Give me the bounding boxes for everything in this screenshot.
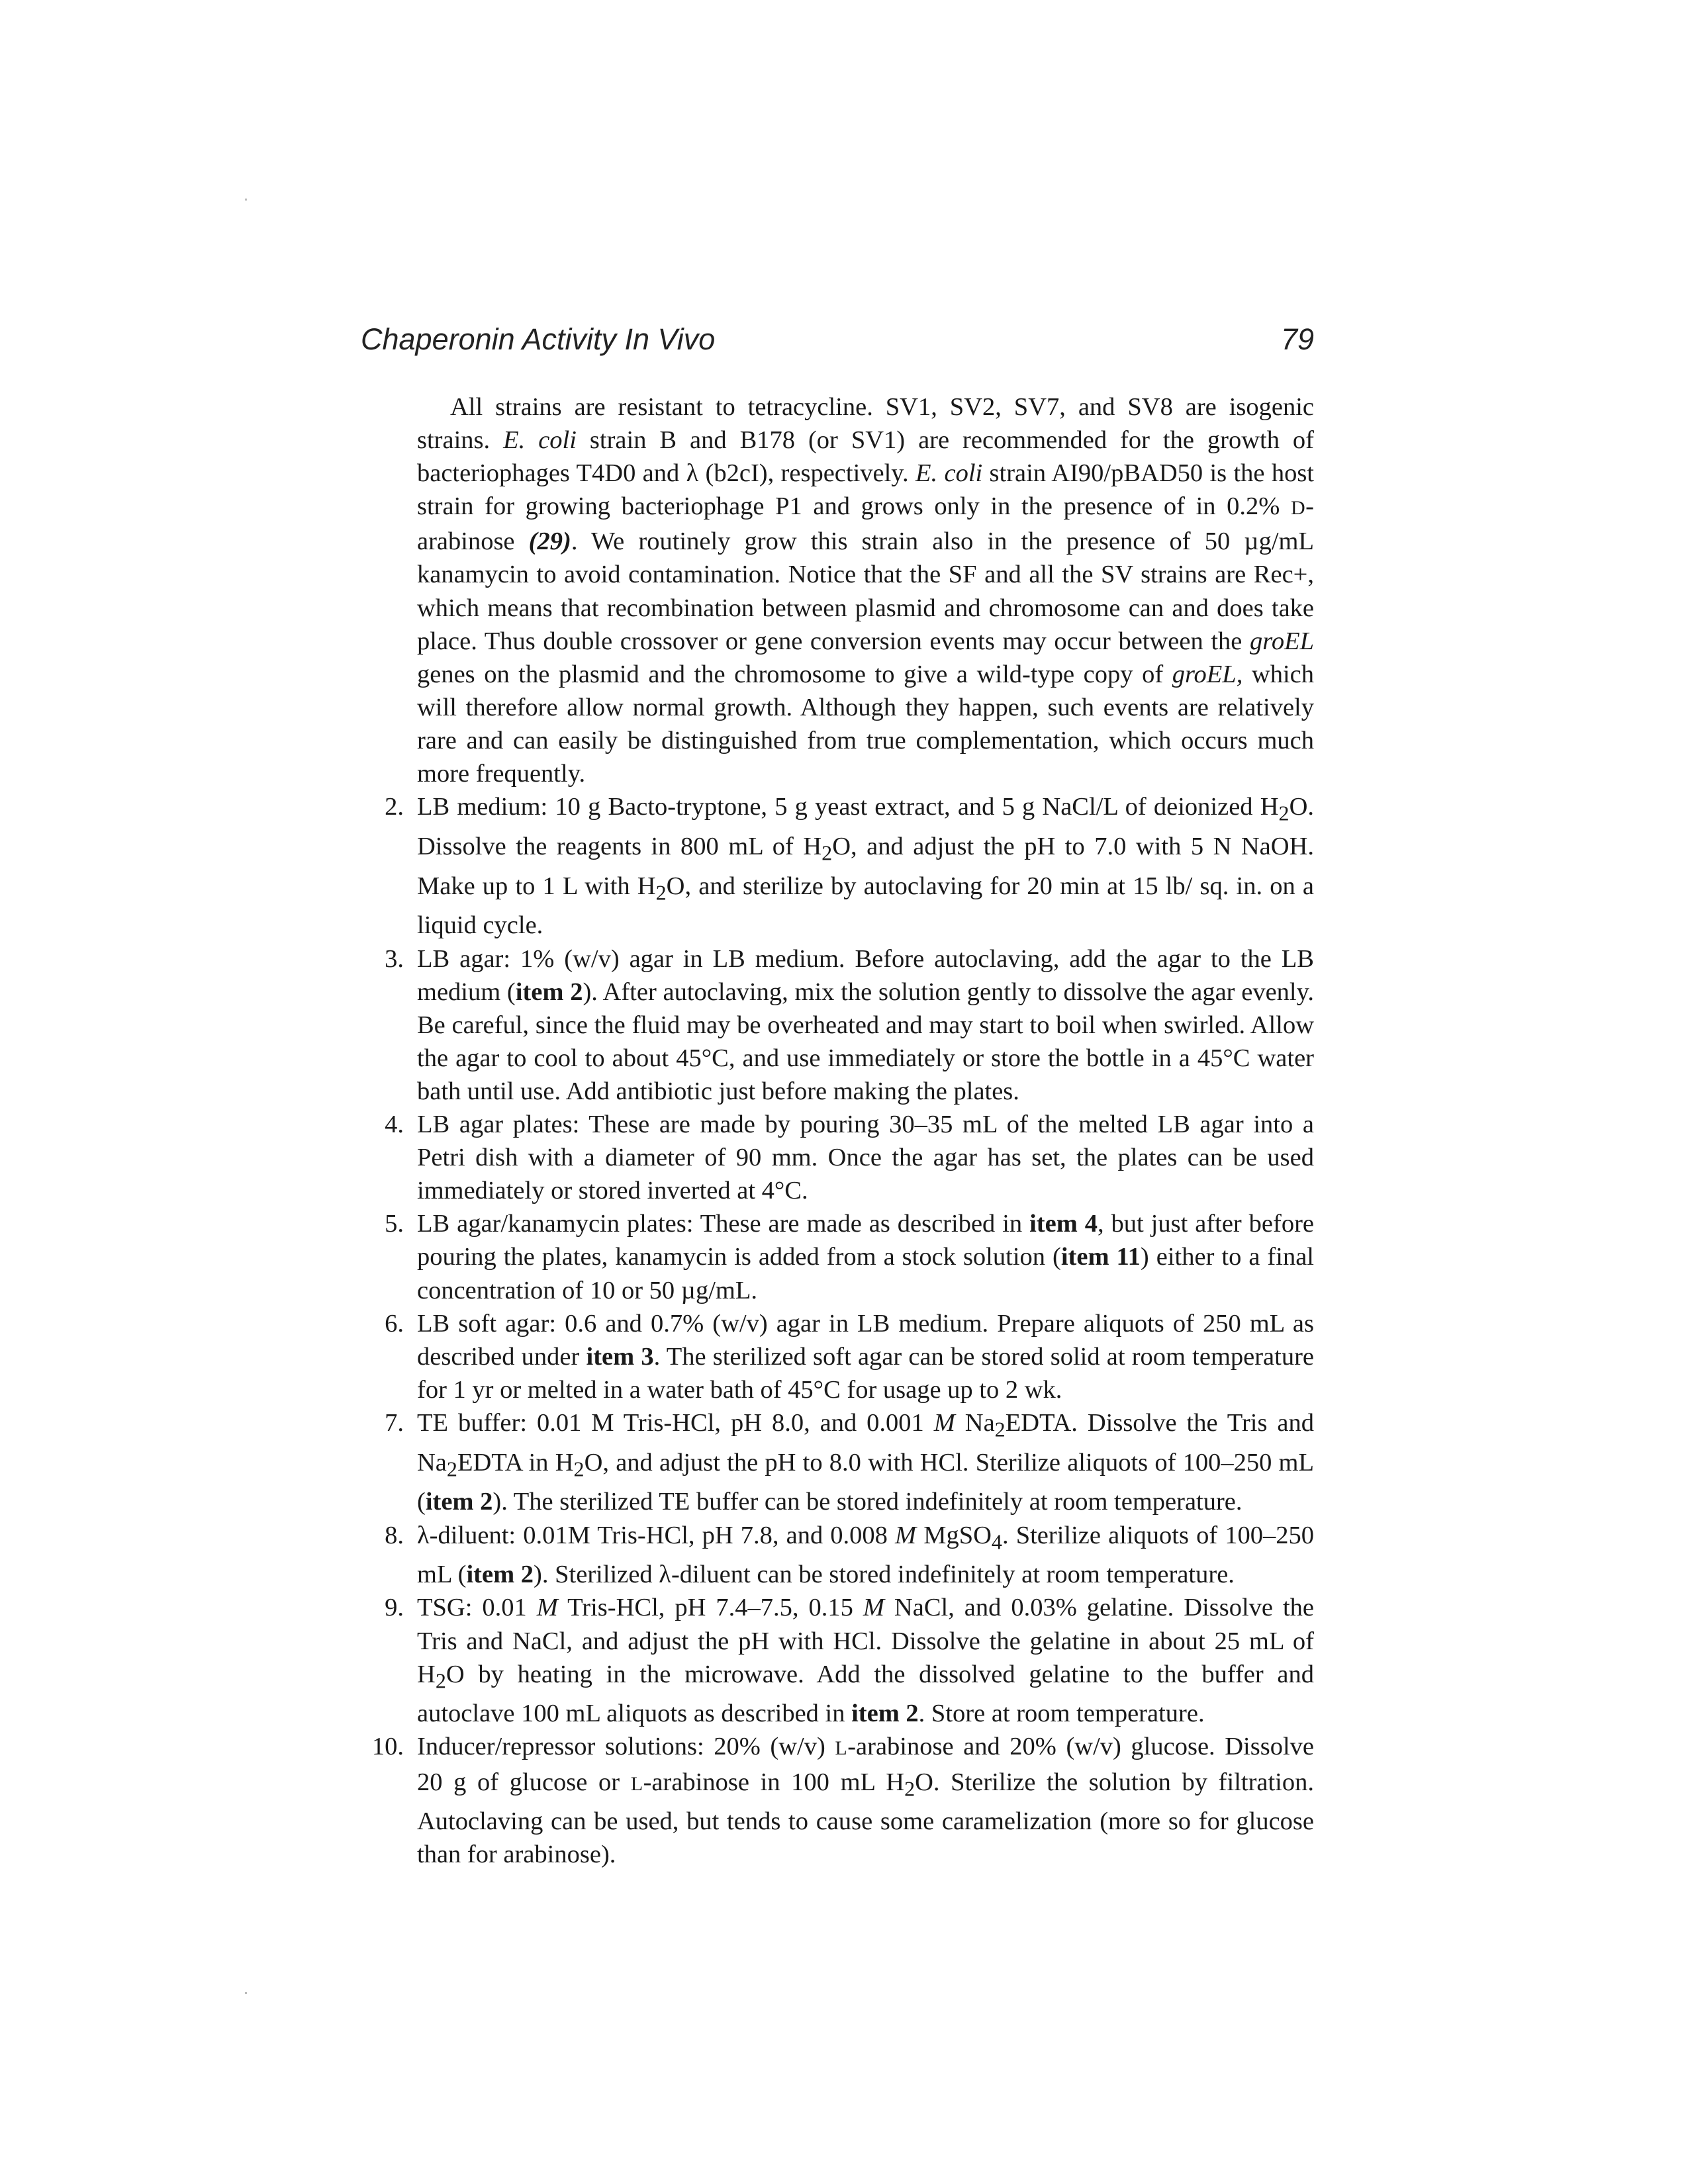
item-text: O by heating in the microwave. Add the dissolved gelatine to the buffer and autoclave 100 mL aliquots as described in — [417, 1660, 1314, 1728]
molar-unit: M — [933, 1408, 955, 1437]
item-number: 8. — [385, 1521, 404, 1549]
item-cross-reference: item 2 — [851, 1700, 919, 1728]
subscript: 2 — [821, 841, 833, 865]
lead-paragraph — [417, 390, 1314, 790]
item-cross-reference: item 3 — [586, 1342, 654, 1371]
item-text: Tris-HCl, pH 7.4–7.5, 0.15 — [557, 1594, 863, 1622]
item-text: . The sterilized soft agar can be stored solid at room temperature for 1 yr or melted in a water bath of 45°C for usage up to 2 wk. — [417, 1342, 1314, 1404]
item-text: . Store at room temperature. — [918, 1700, 1205, 1728]
item-text: LB medium: 10 g Bacto-tryptone, 5 g yeast extract, and 5 g NaCl/L of deionized H — [417, 793, 1279, 821]
page-number: 79 — [1280, 322, 1314, 356]
small-caps-l: L — [835, 1737, 848, 1760]
item-number: 3. — [385, 944, 404, 973]
item-text: . Sterilize aliquots of 100–250 mL ( — [417, 1521, 1315, 1589]
item-cross-reference: item 2 — [425, 1488, 493, 1516]
gene-name: groEL, — [1172, 660, 1243, 688]
margin-mark-top — [245, 199, 247, 201]
page-header — [361, 316, 1314, 363]
body-text — [361, 390, 1314, 1872]
lead-text: strain AI90/pBAD50 is the host strain for growing bacteriophage P1 and grows only in the presence of in 0.2% — [417, 459, 1314, 521]
lead-text: . We routinely grow this strain also in the presence of 50 µg/mL kanamycin to avoid contamination. Notice that the SF and all the SV strains are Rec+, which means that recombination between plasmid and chromosome can and does take place. Thus double crossover or gene conversion events may occur between the — [417, 527, 1315, 655]
small-caps-l: L — [630, 1772, 643, 1795]
subscript: 2 — [1278, 801, 1289, 825]
lead-text: which will therefore allow normal growth. Although they happen, such events are relatively rare and can easily be distinguished from true complementation, which occurs much more frequently. — [417, 660, 1314, 788]
item-text: TSG: 0.01 — [417, 1594, 537, 1622]
subscript: 2 — [655, 880, 667, 905]
lead-text: genes on the plasmid and the chromosome to give a wild-type copy of — [417, 660, 1172, 688]
item-text: ). The sterilized TE buffer can be stored indefinitely at room temperature. — [492, 1488, 1243, 1516]
item-number: 10. — [371, 1733, 404, 1761]
item-text: ). Sterilized λ-diluent can be stored indefinitely at room temperature. — [534, 1561, 1235, 1589]
lead-text: -arabinose — [417, 492, 1314, 556]
species-name: E. coli — [915, 459, 983, 488]
subscript: 2 — [435, 1668, 446, 1693]
molar-unit: M — [863, 1594, 884, 1622]
item-cross-reference: item 2 — [466, 1561, 534, 1589]
item-number: 2. — [385, 793, 404, 821]
item-text: EDTA in H — [457, 1448, 574, 1477]
item-number: 6. — [385, 1309, 404, 1338]
subscript: 2 — [904, 1776, 915, 1801]
subscript: 2 — [994, 1417, 1006, 1441]
small-caps-d: D — [1290, 497, 1306, 520]
list-item-9 — [361, 1591, 1314, 1730]
item-text: O, and adjust the pH to 8.0 with HCl. Sterilize aliquots of 100–250 mL ( — [417, 1448, 1314, 1516]
item-text: O. Sterilize the solution by filtration. Autoclaving can be used, but tends to cause some caramelization (more so for glucose than for arabinose). — [417, 1768, 1315, 1869]
subscript: 2 — [573, 1457, 585, 1481]
item-text: LB agar: 1% (w/v) agar in LB medium. Before autoclaving, add the agar to the LB medium ( — [417, 944, 1314, 1006]
item-text: NaCl, and 0.03% gelatine. Dissolve the Tris and NaCl, and adjust the pH with HCl. Dissolve the gelatine in about 25 mL of H — [417, 1594, 1314, 1688]
item-text: ) either to a final concentration of 10 or 50 µg/mL. — [417, 1243, 1314, 1304]
subscript: 4 — [991, 1529, 1002, 1554]
list-item-4 — [361, 1108, 1314, 1207]
running-head: Chaperonin Activity In Vivo — [361, 322, 716, 356]
molar-unit: M — [895, 1521, 917, 1549]
item-number: 5. — [385, 1210, 404, 1238]
item-text: EDTA. Dissolve the Tris and Na — [417, 1408, 1314, 1477]
list-item-2 — [361, 790, 1314, 942]
list-item-6 — [361, 1307, 1314, 1406]
item-text: LB agar/kanamycin plates: These are made as described in — [417, 1210, 1030, 1238]
list-item-5 — [361, 1207, 1314, 1306]
item-number: 7. — [385, 1408, 404, 1437]
reference-citation: (29) — [528, 527, 571, 556]
molar-unit: M — [536, 1594, 558, 1622]
item-cross-reference: item 4 — [1029, 1210, 1098, 1238]
item-cross-reference: item 2 — [515, 978, 583, 1006]
item-text: TE buffer: 0.01 M Tris-HCl, pH 8.0, and 0.001 — [417, 1408, 934, 1437]
lead-text: strain B and B178 (or SV1) are recommended for the growth of bacteriophages T4D0 and λ (b2cI), respectively. — [417, 426, 1314, 488]
item-text: -arabinose in 100 mL H — [643, 1768, 905, 1796]
item-text: LB agar plates: These are made by pouring 30–35 mL of the melted LB agar into a Petri dish with a diameter of 90 mm. Once the agar has set, the plates can be used immediately or stored inverted at 4°C. — [417, 1111, 1314, 1205]
gene-name: groEL — [1250, 627, 1314, 655]
item-number: 4. — [385, 1111, 404, 1139]
item-number: 9. — [385, 1594, 404, 1622]
lead-text: All strains are resistant to tetracycline. SV1, SV2, SV7, and SV8 are isogenic strains. — [417, 393, 1314, 455]
list-item-8 — [361, 1519, 1314, 1592]
item-text: MgSO — [916, 1521, 992, 1549]
species-name: E. coli — [503, 426, 577, 455]
item-text: O, and adjust the pH to 7.0 with 5 N NaOH. Make up to 1 L with H — [417, 832, 1315, 900]
item-text: Na — [955, 1408, 995, 1437]
item-text: ). After autoclaving, mix the solution gently to dissolve the agar evenly. Be careful, since the fluid may be overheated and may start to boil when swirled. Allow the agar to cool to about 45°C, and use immediately or store the bottle in a 45°C water bath until use. Add antibiotic just before making the plates. — [417, 978, 1314, 1105]
subscript: 2 — [446, 1457, 457, 1481]
item-cross-reference: item 11 — [1060, 1243, 1141, 1271]
item-text: λ-diluent: 0.01M Tris-HCl, pH 7.8, and 0.008 — [417, 1521, 896, 1549]
item-text: -arabinose and 20% (w/v) glucose. Dissolve 20 g of glucose or — [417, 1733, 1314, 1796]
list-item-3 — [361, 942, 1314, 1108]
list-item-7 — [361, 1406, 1314, 1519]
item-text: Inducer/repressor solutions: 20% (w/v) — [417, 1733, 835, 1761]
item-text: , but just after before pouring the plates, kanamycin is added from a stock solution ( — [417, 1210, 1315, 1271]
item-text: O. Dissolve the reagents in 800 mL of H — [417, 793, 1314, 860]
item-text: LB soft agar: 0.6 and 0.7% (w/v) agar in LB medium. Prepare aliquots of 250 mL as described under — [417, 1309, 1314, 1371]
margin-mark-bottom — [245, 1992, 247, 1994]
list-item-10 — [361, 1730, 1314, 1871]
item-text: O, and sterilize by autoclaving for 20 min at 15 lb/ sq. in. on a liquid cycle. — [417, 872, 1314, 940]
